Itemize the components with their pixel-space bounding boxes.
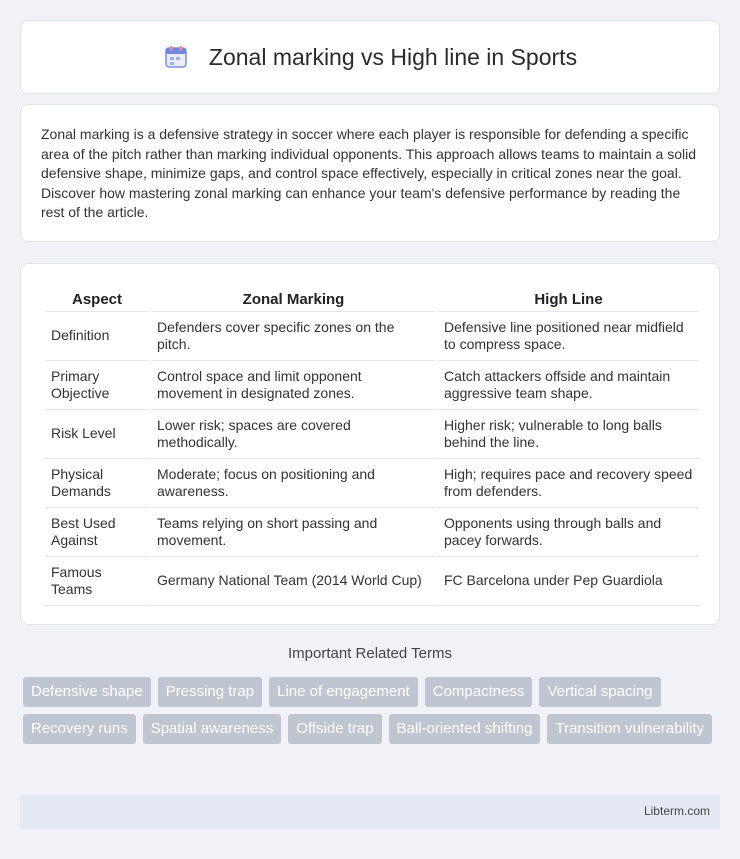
comparison-card <box>20 263 720 625</box>
footer <box>20 795 720 829</box>
cell-aspect: Best Used Against <box>45 508 149 557</box>
page-title: Zonal marking vs High line in Sports <box>208 43 578 70</box>
term-tag[interactable]: Pressing trap <box>158 677 262 707</box>
header-zonal-marking: Zonal Marking <box>151 282 436 312</box>
cell-zonal: Moderate; focus on positioning and awareness. <box>151 459 436 508</box>
table-row <box>45 361 699 410</box>
term-tag[interactable]: Ball-oriented shifting <box>389 714 541 744</box>
cell-zonal: Defenders cover specific zones on the pitch. <box>151 312 436 361</box>
comparison-table <box>43 282 701 606</box>
cell-aspect: Physical Demands <box>45 459 149 508</box>
term-tag[interactable]: Offside trap <box>288 714 381 744</box>
header-card <box>20 20 720 94</box>
header-aspect: Aspect <box>45 282 149 312</box>
cell-high-line: Catch attackers offside and maintain aggressive team shape. <box>438 361 699 410</box>
cell-high-line: Higher risk; vulnerable to long balls behind the line. <box>438 410 699 459</box>
cell-high-line: FC Barcelona under Pep Guardiola <box>438 557 699 606</box>
cell-aspect: Famous Teams <box>45 557 149 606</box>
term-tag[interactable]: Vertical spacing <box>539 677 660 707</box>
cell-aspect: Definition <box>45 312 149 361</box>
term-tag[interactable]: Spatial awareness <box>143 714 282 744</box>
cell-aspect: Primary Objective <box>45 361 149 410</box>
term-tag[interactable]: Line of engagement <box>269 677 418 707</box>
intro-text: Zonal marking is a defensive strategy in soccer where each player is responsible for defending a specific area of the pitch rather than marking individual opponents. This approach allows teams to maintain a solid defensive shape, minimize gaps, and control space effectively, especially in critical zones near the goal. Discover how mastering zonal marking can enhance your team's defensive performance by reading the rest of the article. <box>41 126 697 221</box>
intro-card <box>20 104 720 242</box>
cell-zonal: Teams relying on short passing and movement. <box>151 508 436 557</box>
cell-zonal: Germany National Team (2014 World Cup) <box>151 557 436 606</box>
cell-high-line: Opponents using through balls and pacey forwards. <box>438 508 699 557</box>
table-row <box>45 459 699 508</box>
table-header-row <box>45 282 699 312</box>
table-row <box>45 312 699 361</box>
term-tag[interactable]: Transition vulnerability <box>547 714 712 744</box>
term-tag[interactable]: Recovery runs <box>23 714 136 744</box>
related-terms-list <box>23 677 723 751</box>
footer-brand-link[interactable]: Libterm.com <box>643 804 710 818</box>
header-high-line: High Line <box>438 282 699 312</box>
cell-aspect: Risk Level <box>45 410 149 459</box>
term-tag[interactable]: Compactness <box>425 677 533 707</box>
table-row <box>45 410 699 459</box>
cell-zonal: Control space and limit opponent movement in designated zones. <box>151 361 436 410</box>
cell-high-line: High; requires pace and recovery speed from defenders. <box>438 459 699 508</box>
cell-zonal: Lower risk; spaces are covered methodically. <box>151 410 436 459</box>
related-terms-title: Important Related Terms <box>288 645 452 662</box>
cell-high-line: Defensive line positioned near midfield to compress space. <box>438 312 699 361</box>
table-row <box>45 557 699 606</box>
table-row <box>45 508 699 557</box>
term-tag[interactable]: Defensive shape <box>23 677 151 707</box>
calendar-icon <box>163 44 189 70</box>
